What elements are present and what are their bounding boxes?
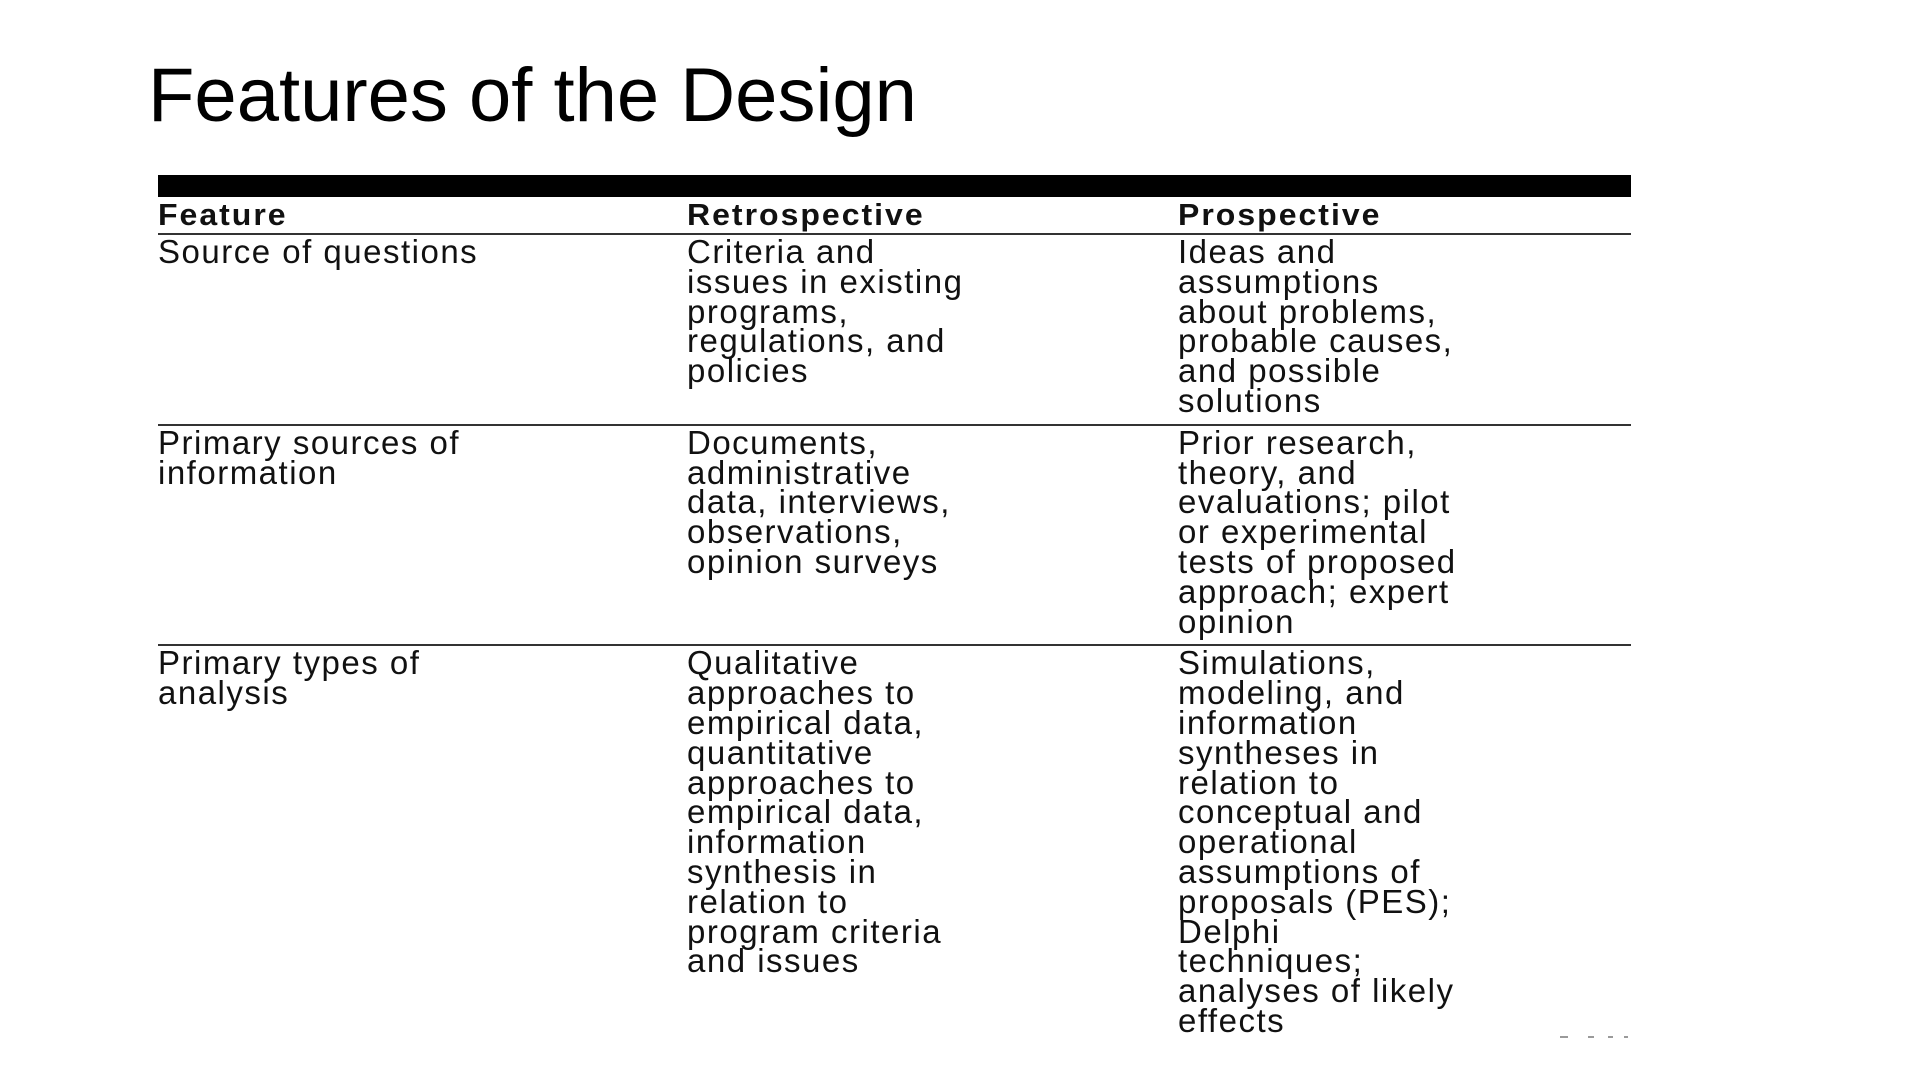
- comparison-table-figure: [158, 175, 1631, 1044]
- slide-title: Features of the Design: [148, 53, 917, 138]
- cell-feature: Primary types of analysis: [158, 644, 421, 712]
- cell-retrospective: Criteria and issues in existing programs, regulations, and policies: [687, 234, 1178, 425]
- features-table: [158, 197, 1631, 1044]
- cell-prospective: Ideas and assumptions about problems, probable causes, and possible solutions: [1178, 234, 1631, 425]
- scan-artifact: [1560, 1034, 1650, 1040]
- table-header-row: [158, 197, 1631, 234]
- cell-feature: Primary sources of information: [158, 425, 687, 646]
- cell-prospective: Prior research, theory, and evaluations; pilot or experimental tests of proposed approach; expert opinion: [1178, 425, 1631, 646]
- header-retrospective: Retrospective: [687, 197, 1178, 232]
- cell-prospective: Simulations, modeling, and information syntheses in relation to conceptual and operational assumptions of proposals (PES); Delphi techniques; analyses of likely effects: [1178, 644, 1455, 1039]
- header-prospective: Prospective: [1178, 197, 1631, 232]
- cell-retrospective: Qualitative approaches to empirical data, quantitative approaches to empirical data, information synthesis in relation to program criteria and issues: [687, 644, 943, 980]
- table-row: [158, 425, 1631, 646]
- cell-feature: Source of questions: [158, 234, 687, 425]
- table-row: [158, 645, 1631, 1043]
- cell-retrospective: Documents, administrative data, interviews, observations, opinion surveys: [687, 425, 1178, 646]
- table-top-rule: [158, 175, 1631, 197]
- table-row: [158, 234, 1631, 425]
- header-feature: Feature: [158, 197, 687, 232]
